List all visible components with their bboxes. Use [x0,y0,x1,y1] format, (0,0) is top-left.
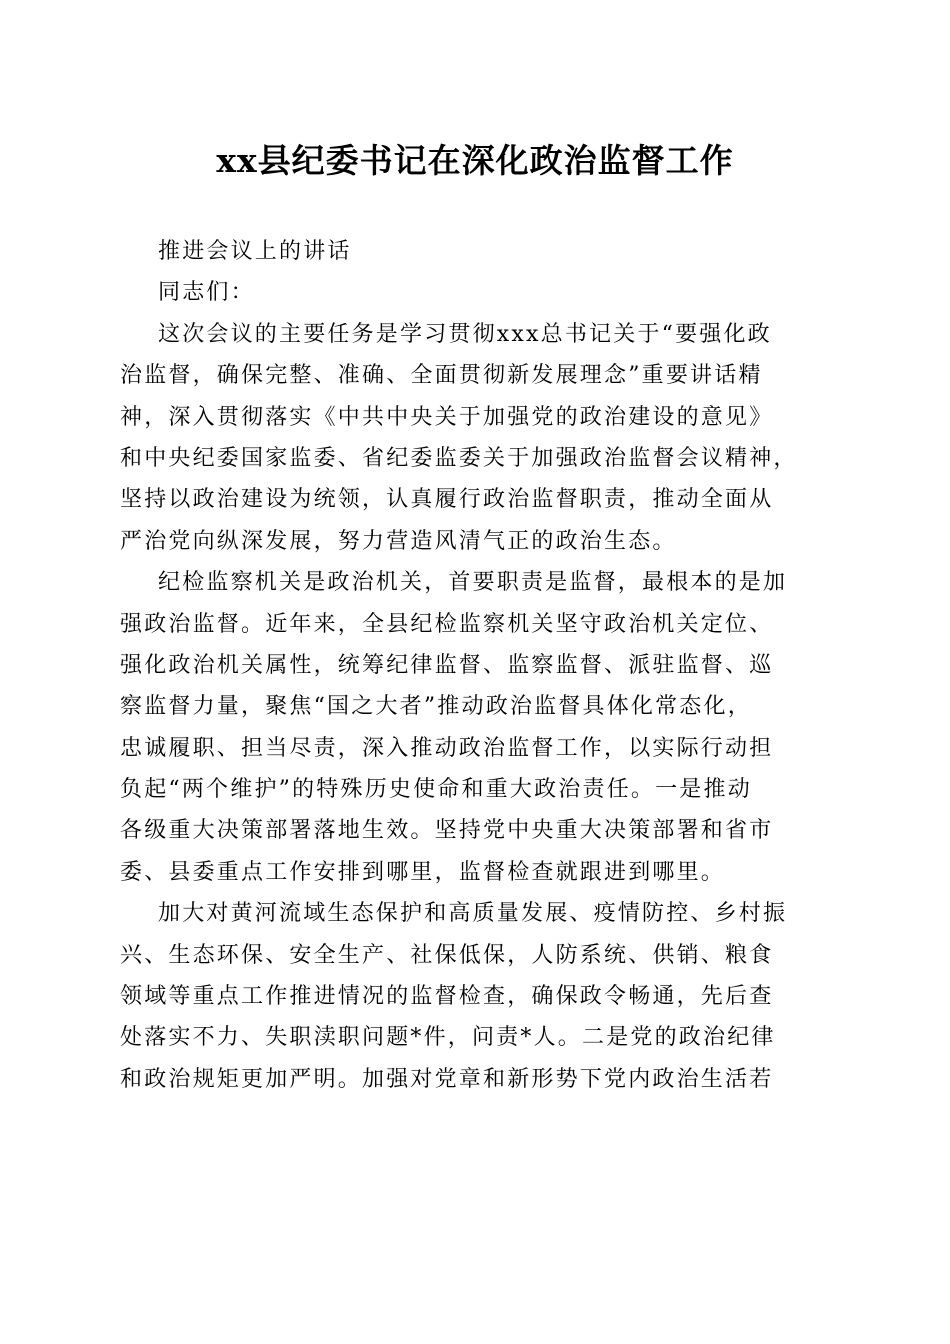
text-line: 强政治监督。近年来，全县纪检监察机关坚守政治机关定位、 [120,611,774,637]
text-line: 处落实不力、失职渎职问题*件，问责*人。二是党的政治纪律 [120,1025,776,1051]
text-line: 强化政治机关属性，统筹纪律监督、监察监督、派驻监督、巡 [120,652,774,678]
document-title: xx县纪委书记在深化政治监督工作 [216,141,734,180]
text-line: 和政治规矩更加严明。加强对党章和新形势下党内政治生活若 [120,1066,774,1092]
text-line: 同志们： [158,280,255,306]
document-body [120,231,832,1100]
text-line: 领域等重点工作推进情况的监督检查，确保政令畅通，先后查 [120,984,774,1010]
text-line: 各级重大决策部署落地生效。坚持党中央重大决策部署和省市 [120,818,774,844]
text-line: 委、县委重点工作安排到哪里，监督检查就跟进到哪里。 [120,859,726,885]
text-line: 严治党向纵深发展，努力营造风清气正的政治生态。 [120,528,677,554]
text-line: 和中央纪委国家监委、省纪委监委关于加强政治监督会议精神， [120,445,798,471]
text-line: 加大对黄河流域生态保护和高质量发展、疫情防控、乡村振 [158,901,788,927]
text-line: 负起“两个维护”的特殊历史使命和重大政治责任。一是推动 [120,777,752,803]
text-line: 这次会议的主要任务是学习贯彻xxx总书记关于“要强化政 [158,321,772,347]
text-line: 坚持以政治建设为统领，认真履行政治监督职责，推动全面从 [120,487,774,513]
text-line: 兴、生态环保、安全生产、社保低保，人防系统、供销、粮食 [120,942,774,968]
text-line: 推进会议上的讲话 [158,239,352,264]
text-line: 忠诚履职、担当尽责，深入推动政治监督工作，以实际行动担 [120,735,774,761]
text-line: 治监督，确保完整、准确、全面贯彻新发展理念”重要讲话精 [120,363,763,389]
text-line: 察监督力量，聚焦“国之大者”推动政治监督具体化常态化， [120,694,752,720]
text-line: 神，深入贯彻落实《中共中央关于加强党的政治建设的意见》 [120,404,774,430]
text-line: 纪检监察机关是政治机关，首要职责是监督，最根本的是加 [158,570,788,596]
